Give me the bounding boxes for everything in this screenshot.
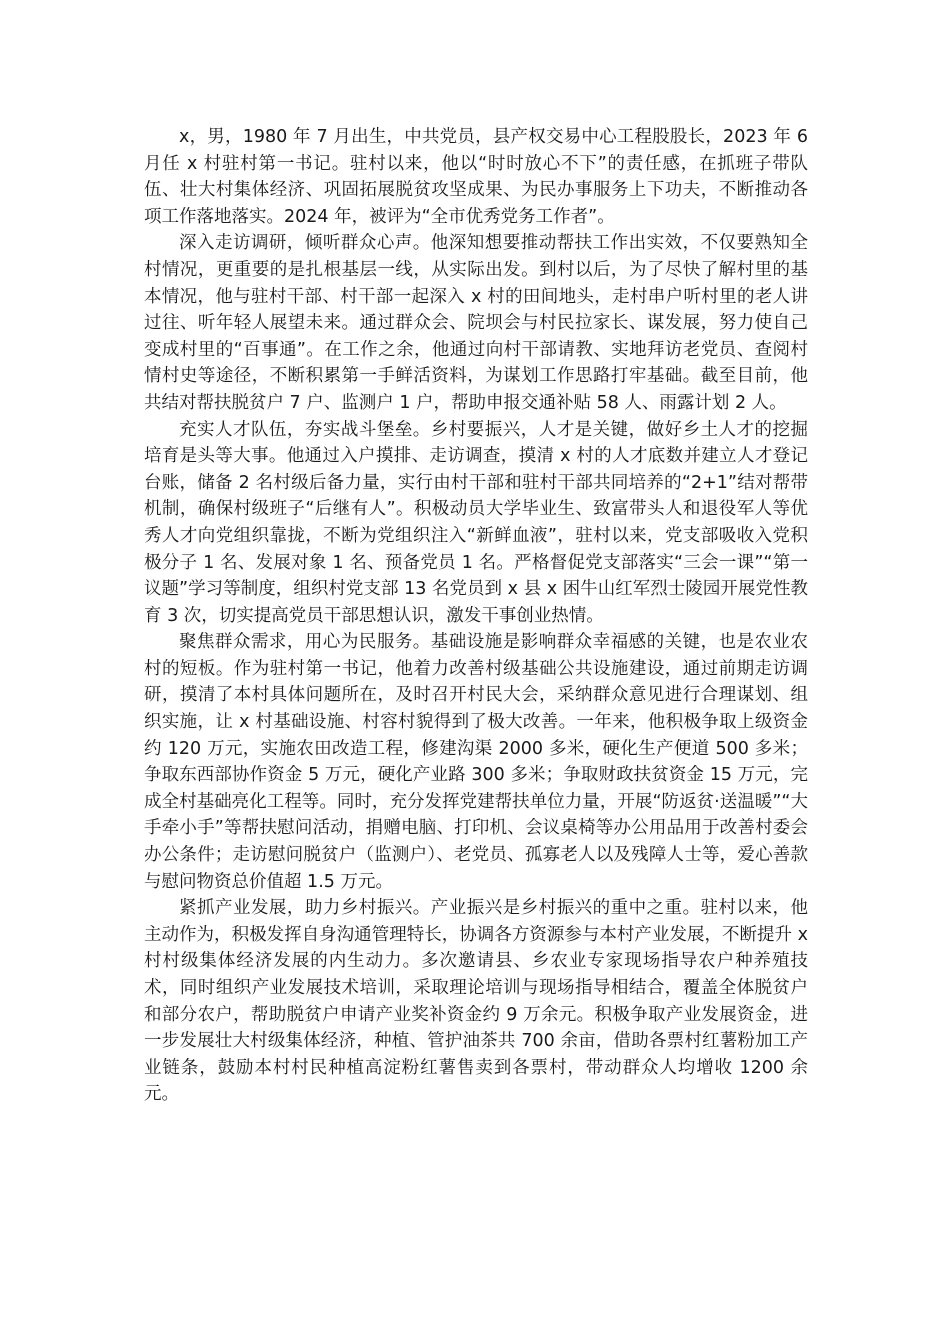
document-body [144, 124, 808, 1108]
paragraph-service: 聚焦群众需求，用心为民服务。基础设施是影响群众幸福感的关键，也是农业农村的短板。作为驻村第一书记，他着力改善村级基础公共设施建设，通过前期走访调研，摸清了本村具体问题所在，及时召开村民大会，采纳群众意见进行合理谋划、组织实施，让 x 村基础设施、村容村貌得到了极大改善。一年来，他积极争取上级资金约 120 万元，实施农田改造工程，修建沟渠 2000 多米，硬化生产便道 500 多米；争取东西部协作资金 5 万元，硬化产业路 300 多米；争取财政扶贫资金 15 万元，完成全村基础亮化工程等。同时，充分发挥党建帮扶单位力量，开展“防返贫·送温暖”“大手牵小手”等帮扶慰问活动，捐赠电脑、打印机、会议桌椅等办公用品用于改善村委会办公条件；走访慰问脱贫户（监测户）、老党员、孤寡老人以及残障人士等，爱心善款与慰问物资总价值超 1.5 万元。 [144, 632, 808, 892]
paragraph-talent: 充实人才队伍，夯实战斗堡垒。乡村要振兴，人才是关键，做好乡土人才的挖掘培育是头等大事。他通过入户摸排、走访调查，摸清 x 村的人才底数并建立人才登记台账，储备 2 名村级后备力量，实行由村干部和驻村干部共同培养的“2+1”结对帮带机制，确保村级班子“后继有人”。积极动员大学毕业生、致富带头人和退役军人等优秀人才向党组织靠拢，不断为党组织注入“新鲜血液”，驻村以来，党支部吸收入党积极分子 1 名、发展对象 1 名、预备党员 1 名。严格督促党支部落实“三会一课”“第一议题”学习等制度，组织村党支部 13 名党员到 x 县 x 困牛山红军烈士陵园开展党性教育 3 次，切实提高党员干部思想认识，激发干事创业热情。 [144, 419, 808, 626]
paragraph-research: 深入走访调研，倾听群众心声。他深知想要推动帮扶工作出实效，不仅要熟知全村情况，更重要的是扎根基层一线，从实际出发。到村以后，为了尽快了解村里的基本情况，他与驻村干部、村干部一起深入 x 村的田间地头，走村串户听村里的老人讲过往、听年轻人展望未来。通过群众会、院坝会与村民拉家长、谋发展，努力使自己变成村里的“百事通”。在工作之余，他通过向村干部请教、实地拜访老党员、查阅村情村史等途径，不断积累第一手鲜活资料，为谋划工作思路打牢基础。截至目前，他共结对帮扶脱贫户 7 户、监测户 1 户，帮助申报交通补贴 58 人、雨露计划 2 人。 [144, 233, 808, 413]
paragraph-industry: 紧抓产业发展，助力乡村振兴。产业振兴是乡村振兴的重中之重。驻村以来，他主动作为，积极发挥自身沟通管理特长，协调各方资源参与本村产业发展，不断提升 x 村村级集体经济发展的内生动力。多次邀请县、乡农业专家现场指导农户种养殖技术，同时组织产业发展技术培训，采取理论培训与现场指导相结合，覆盖全体脱贫户和部分农户，帮助脱贫户申请产业奖补资金约 9 万余元。积极争取产业发展资金，进一步发展壮大村级集体经济，种植、管护油茶共 700 余亩，借助各票村红薯粉加工产业链条，鼓励本村村民种植高淀粉红薯售卖到各票村，带动群众人均增收 1200 余元。 [144, 898, 808, 1105]
paragraph-intro: x，男，1980 年 7 月出生，中共党员，县产权交易中心工程股股长，2023 年 6 月任 x 村驻村第一书记。驻村以来，他以“时时放心不下”的责任感，在抓班子带队伍、壮大村集体经济、巩固拓展脱贫攻坚成果、为民办事服务上下功夫，不断推动各项工作落地落实。2024 年，被评为“全市优秀党务工作者”。 [144, 127, 808, 227]
